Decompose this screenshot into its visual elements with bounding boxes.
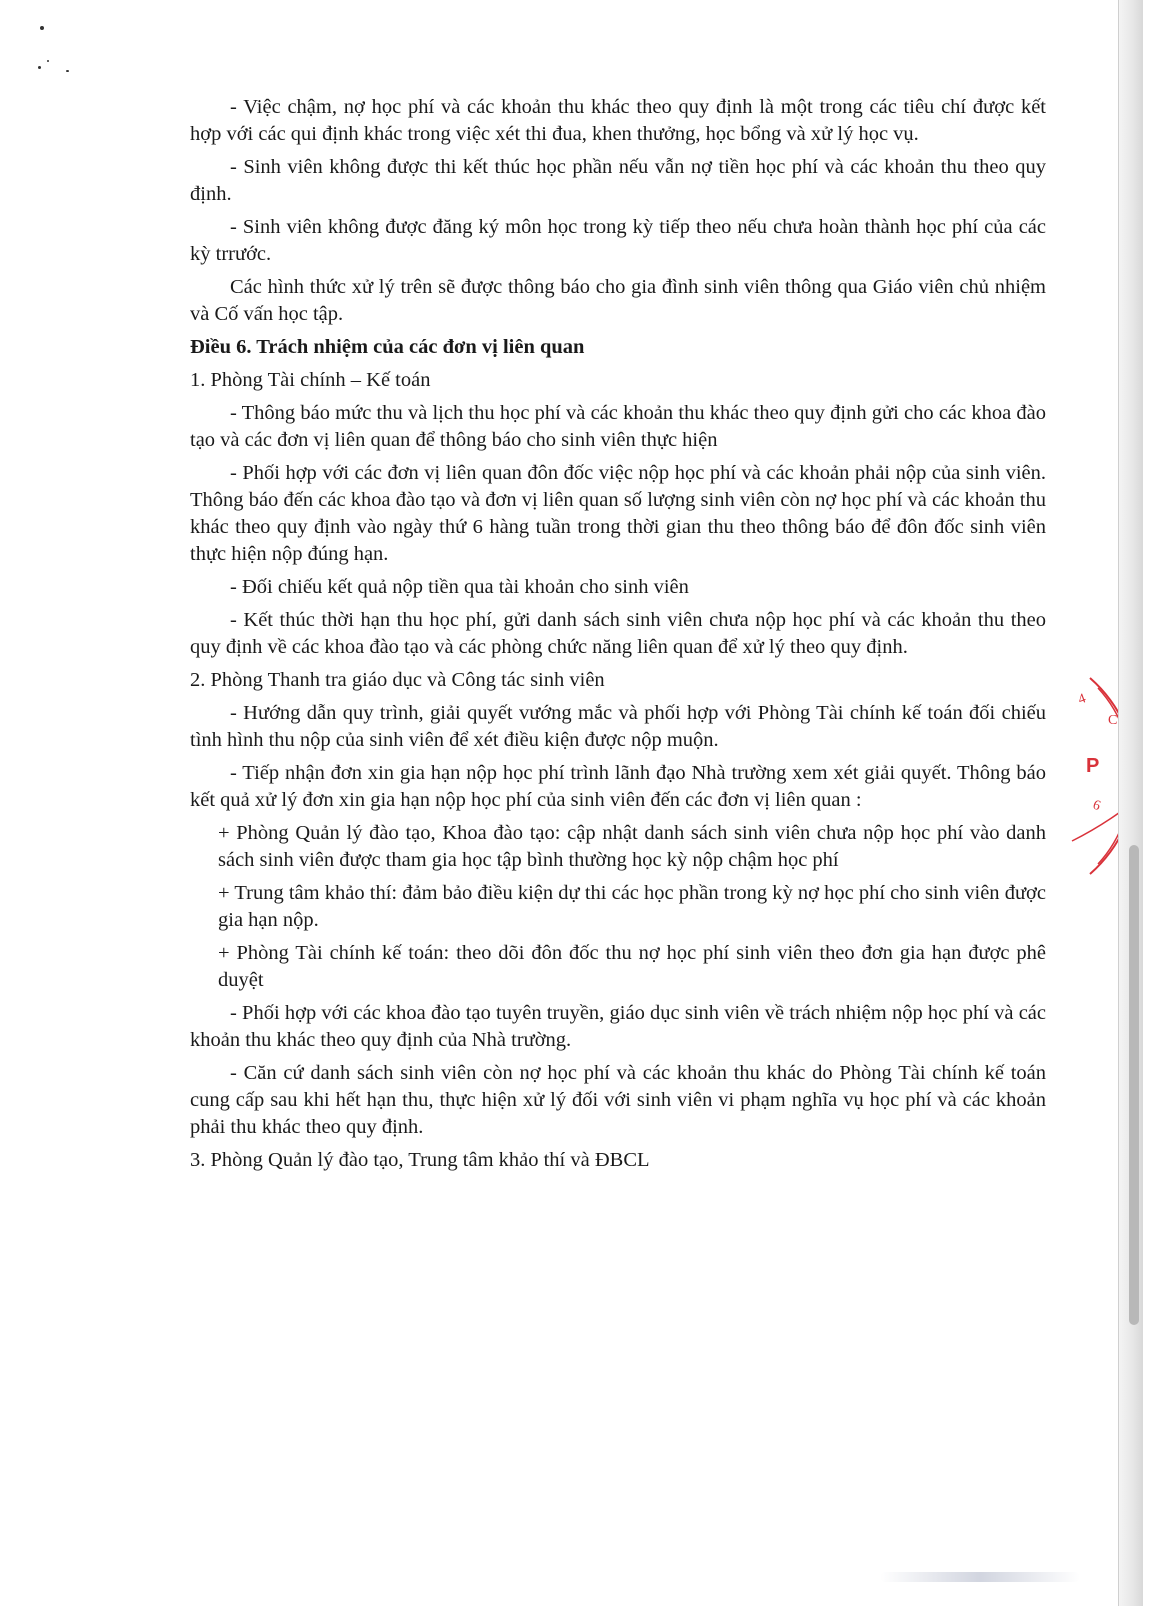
scrollbar-thumb[interactable]: [1129, 845, 1139, 1325]
paragraph: Các hình thức xử lý trên sẽ được thông báo cho gia đình sinh viên thông qua Giáo viên chủ nhiệm và Cố vấn học tập.: [190, 276, 1046, 325]
section-title: 1. Phòng Tài chính – Kế toán: [190, 369, 431, 391]
seal-fragment-text: P: [1086, 755, 1100, 777]
section-title: 3. Phòng Quản lý đào tạo, Trung tâm khảo thí và ĐBCL: [190, 1149, 650, 1171]
paragraph: - Sinh viên không được thi kết thúc học phần nếu vẫn nợ tiền học phí và các khoản thu theo quy định.: [190, 156, 1046, 205]
scan-speck: [38, 66, 41, 69]
svg-text:C: C: [1108, 713, 1118, 728]
svg-text:6: 6: [1090, 797, 1103, 815]
list-item: - Tiếp nhận đơn xin gia hạn nộp học phí trình lãnh đạo Nhà trường xem xét giải quyết. Thông báo kết quả xử lý đơn xin gia hạn nộp học phí của sinh viên đến các đơn vị liên quan :: [190, 762, 1046, 811]
article-heading: Điều 6. Trách nhiệm của các đơn vị liên quan: [190, 336, 585, 358]
paragraph: - Việc chậm, nợ học phí và các khoản thu khác theo quy định là một trong các tiêu chí được kết hợp với các qui định khác trong việc xét thi đua, khen thưởng, học bổng và xử lý học vụ.: [190, 96, 1046, 145]
sub-list-item: + Phòng Tài chính kế toán: theo dõi đôn đốc thu nợ học phí sinh viên theo đơn gia hạn được phê duyệt: [218, 942, 1046, 991]
list-item: - Phối hợp với các đơn vị liên quan đôn đốc việc nộp học phí và các khoản phải nộp của sinh viên. Thông báo đến các khoa đào tạo và đơn vị liên quan số lượng sinh viên còn nợ học phí và các khoản thu khác theo quy định vào ngày thứ 6 hàng tuần trong thời gian thu theo thông báo để đôn đốc sinh viên thực hiện nộp đúng hạn.: [190, 462, 1046, 565]
sub-list-item: + Trung tâm khảo thí: đảm bảo điều kiện dự thi các học phần trong kỳ nợ học phí cho sinh viên được gia hạn nộp.: [218, 882, 1046, 931]
scan-speck: [66, 70, 69, 72]
list-item: - Căn cứ danh sách sinh viên còn nợ học phí và các khoản thu khác do Phòng Tài chính kế toán cung cấp sau khi hết hạn thu, thực hiện xử lý đối với sinh viên vi phạm nghĩa vụ học phí và các khoản phải thu khác theo quy định.: [190, 1062, 1046, 1138]
viewer-scrollbar[interactable]: [1118, 0, 1143, 1606]
svg-text:4: 4: [1076, 691, 1088, 708]
document-body: [190, 94, 1046, 1174]
list-item: - Thông báo mức thu và lịch thu học phí và các khoản thu khác theo quy định gửi cho các khoa đào tạo và các đơn vị liên quan để thông báo cho sinh viên thực hiện: [190, 402, 1046, 451]
scan-speck: [47, 60, 49, 62]
sub-list-item: + Phòng Quản lý đào tạo, Khoa đào tạo: cập nhật danh sách sinh viên chưa nộp học phí vào danh sách sinh viên được tham gia học tập bình thường học kỳ nộp chậm học phí: [218, 822, 1046, 871]
list-item: - Đối chiếu kết quả nộp tiền qua tài khoản cho sinh viên: [230, 576, 689, 598]
list-item: - Phối hợp với các khoa đào tạo tuyên truyền, giáo dục sinh viên về trách nhiệm nộp học phí và các khoản thu khác theo quy định của Nhà trường.: [190, 1002, 1046, 1051]
scan-speck: [40, 26, 44, 30]
list-item: - Kết thúc thời hạn thu học phí, gửi danh sách sinh viên chưa nộp học phí và các khoản thu theo quy định về các khoa đào tạo và các phòng chức năng liên quan để xử lý theo quy định.: [190, 609, 1046, 658]
section-title: 2. Phòng Thanh tra giáo dục và Công tác sinh viên: [190, 669, 605, 691]
paragraph: - Sinh viên không được đăng ký môn học trong kỳ tiếp theo nếu chưa hoàn thành học phí của các kỳ trrước.: [190, 216, 1046, 265]
scan-smudge: [880, 1572, 1080, 1582]
list-item: - Hướng dẫn quy trình, giải quyết vướng mắc và phối hợp với Phòng Tài chính kế toán đối chiếu tình hình thu nộp của sinh viên để xét điều kiện được nộp muộn.: [190, 702, 1046, 751]
